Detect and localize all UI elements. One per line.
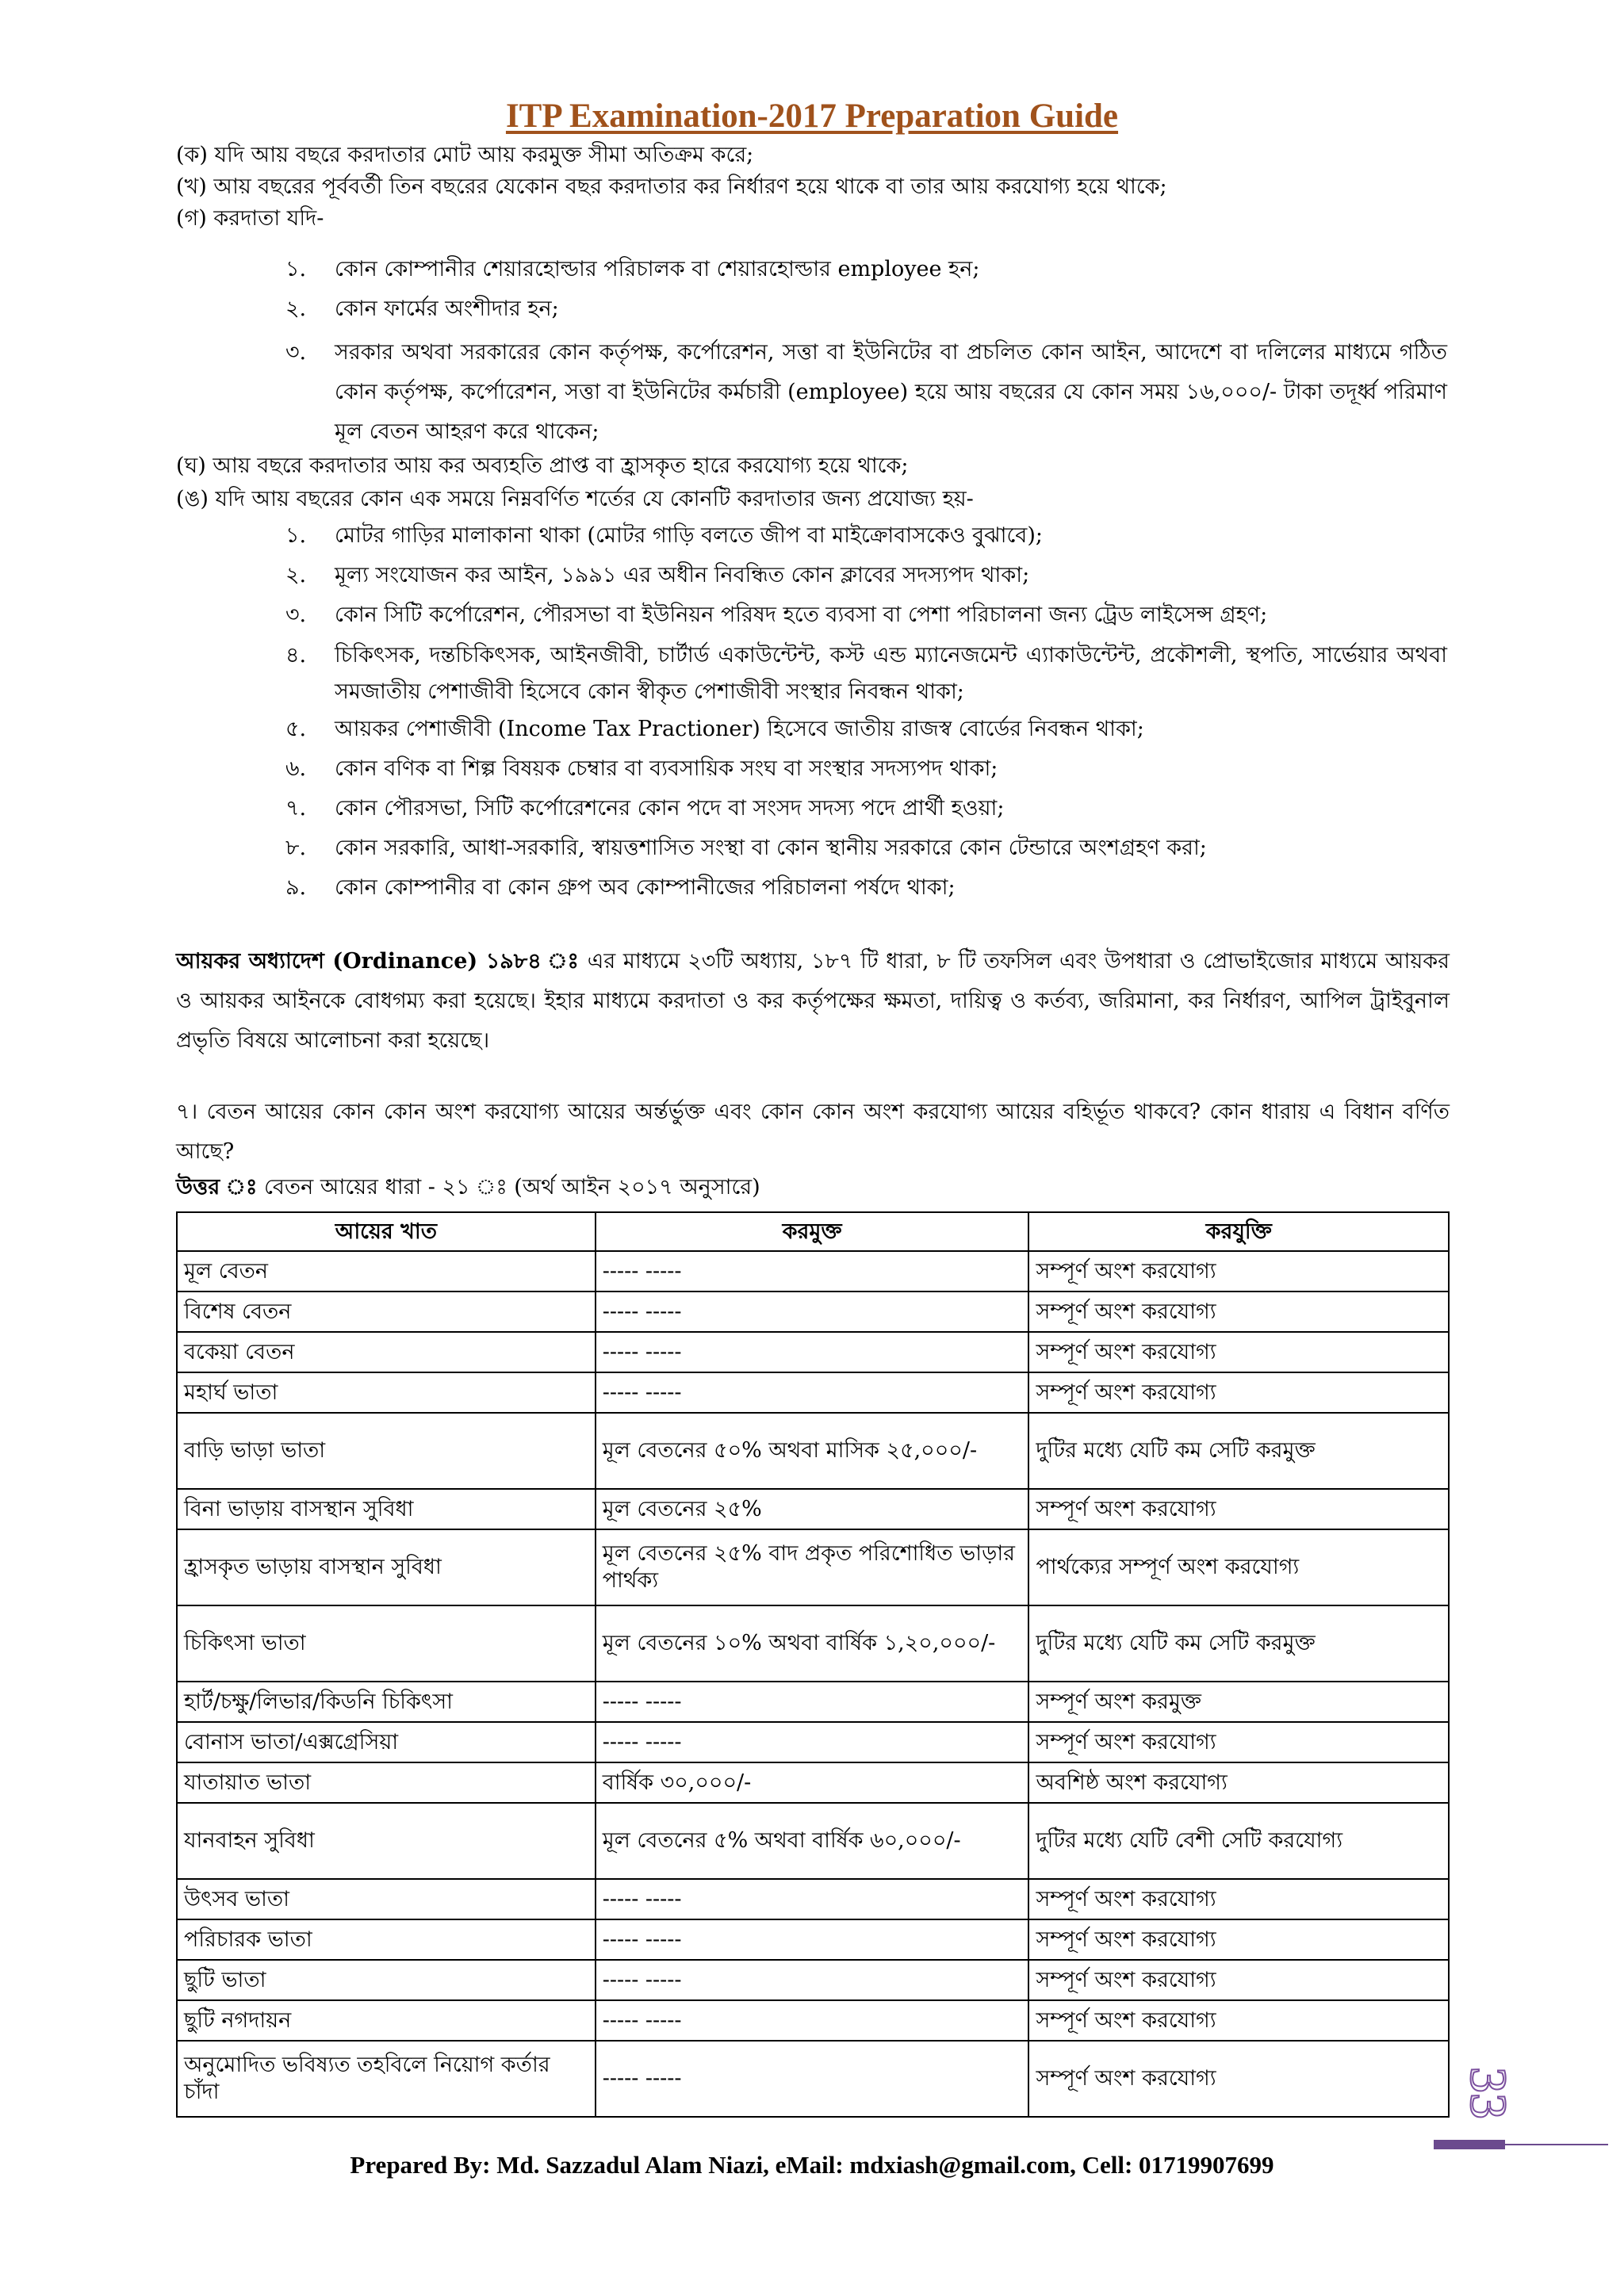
list-item-number: ২.	[285, 563, 307, 587]
table-row	[177, 2041, 1449, 2117]
table-cell: যানবাহন সুবিধা	[177, 1803, 596, 1879]
table-cell: যাতায়াত ভাতা	[177, 1762, 596, 1803]
header-taxable: করযুক্তি	[1028, 1212, 1449, 1251]
table-cell: ----- -----	[596, 1879, 1029, 1919]
table-cell: মূল বেতনের ৫% অথবা বার্ষিক ৬০,০০০/-	[596, 1803, 1029, 1879]
table-row	[177, 1251, 1449, 1292]
table-cell: ছুটি নগদায়ন	[177, 2000, 596, 2041]
table-row	[177, 1722, 1449, 1762]
table-cell: সম্পূর্ণ অংশ করযোগ্য	[1028, 1919, 1449, 1960]
table-cell: ----- -----	[596, 1722, 1029, 1762]
table-row	[177, 1489, 1449, 1529]
answer-line	[176, 1172, 760, 1203]
ordinance-paragraph	[176, 942, 1450, 1061]
footer-credits: Prepared By: Md. Sazzadul Alam Niazi, eMail: mdxiash@gmail.com, Cell: 01719907699	[350, 2151, 1274, 2179]
table-cell: বার্ষিক ৩০,০০০/-	[596, 1762, 1029, 1803]
table-header-row	[177, 1212, 1449, 1251]
table-cell: বাড়ি ভাড়া ভাতা	[177, 1413, 596, 1489]
table-row	[177, 1372, 1449, 1413]
table-row	[177, 1605, 1449, 1682]
table-cell: দুটির মধ্যে যেটি বেশী সেটি করযোগ্য	[1028, 1803, 1449, 1879]
list-item-text: কোন সিটি কর্পোরেশন, পৌরসভা বা ইউনিয়ন পরিষদ হতে ব্যবসা বা পেশা পরিচালনা জন্য ট্রেড লাইসেন্স গ্রহণ;	[335, 603, 1268, 627]
table-cell: মূল বেতনের ৫০% অথবা মাসিক ২৫,০০০/-	[596, 1413, 1029, 1489]
table-cell: ----- -----	[596, 1960, 1029, 2000]
table-cell: ----- -----	[596, 1372, 1029, 1413]
table-cell: ----- -----	[596, 1292, 1029, 1332]
list-item-text: কোন পৌরসভা, সিটি কর্পোরেশনের কোন পদে বা সংসদ সদস্য পদে প্রার্থী হওয়া;	[335, 796, 1005, 821]
table-row	[177, 1762, 1449, 1803]
list-item-text: কোন কোম্পানীর বা কোন গ্রুপ অব কোম্পানীজের পরিচালনা পর্ষদে থাকা;	[335, 875, 956, 900]
table-cell: ----- -----	[596, 1919, 1029, 1960]
table-cell: সম্পূর্ণ অংশ করযোগ্য	[1028, 1722, 1449, 1762]
table-cell: সম্পূর্ণ অংশ করযোগ্য	[1028, 1372, 1449, 1413]
table-cell: উৎসব ভাতা	[177, 1879, 596, 1919]
list-item-number: ৯.	[285, 875, 307, 900]
list-item-number: ১.	[285, 257, 307, 281]
table-cell: সম্পূর্ণ অংশ করযোগ্য	[1028, 1251, 1449, 1292]
table-cell: সম্পূর্ণ অংশ করযোগ্য	[1028, 1960, 1449, 2000]
table-row	[177, 1413, 1449, 1489]
table-cell: সম্পূর্ণ অংশ করযোগ্য	[1028, 1489, 1449, 1529]
table-cell: হ্রাসকৃত ভাড়ায় বাসস্থান সুবিধা	[177, 1529, 596, 1605]
table-cell: অবশিষ্ঠ অংশ করযোগ্য	[1028, 1762, 1449, 1803]
table-cell: দুটির মধ্যে যেটি কম সেটি করমুক্ত	[1028, 1605, 1449, 1682]
table-row	[177, 1292, 1449, 1332]
table-cell: পরিচারক ভাতা	[177, 1919, 596, 1960]
table-cell: মূল বেতন	[177, 1251, 596, 1292]
list-item-text: সরকার অথবা সরকারের কোন কর্তৃপক্ষ, কর্পোরেশন, সত্তা বা ইউনিটের বা প্রচলিত কোন আইন, আদেশে বা দলিলের মাধ্যমে গঠিত কোন কর্তৃপক্ষ, কর্পোরেশন, সত্তা বা ইউনিটের কর্মচারী (employee) হয়ে আয় বছরের যে কোন সময় ১৬,০০০/- টাকা তদূর্ধ্ব পরিমাণ মূল বেতন আহরণ করে থাকেন;	[335, 340, 1447, 444]
list-item-text: কোন ফার্মের অংশীদার হন;	[335, 297, 559, 321]
table-cell: বিনা ভাড়ায় বাসস্থান সুবিধা	[177, 1489, 596, 1529]
page-number-accent-bar	[1434, 2140, 1505, 2149]
table-cell: বিশেষ বেতন	[177, 1292, 596, 1332]
condition-kha: (খ) আয় বছরের পূর্ববর্তী তিন বছরের যেকোন বছর করদাতার কর নির্ধারণ হয়ে থাকে বা তার আয় করযোগ্য হয়ে থাকে;	[176, 174, 1167, 199]
table-row	[177, 1879, 1449, 1919]
header-income-head: আয়ের খাত	[177, 1212, 596, 1251]
table-cell: ----- -----	[596, 2041, 1029, 2117]
list-item-number: ৪.	[285, 643, 307, 668]
list-item-number: ১.	[285, 523, 307, 548]
list-item-text: কোন বণিক বা শিল্প বিষয়ক চেম্বার বা ব্যবসায়িক সংঘ বা সংস্থার সদস্যপদ থাকা;	[335, 756, 998, 781]
answer-label: উত্তর ঃ	[176, 1175, 258, 1200]
list-item-number: ৭.	[285, 796, 307, 821]
list-item-text: মূল্য সংযোজন কর আইন, ১৯৯১ এর অধীন নিবন্ধিত কোন ক্লাবের সদস্যপদ থাকা;	[335, 563, 1030, 587]
page-title: ITP Examination-2017 Preparation Guide	[505, 98, 1119, 135]
table-cell: বোনাস ভাতা/এক্সগ্রেসিয়া	[177, 1722, 596, 1762]
table-cell: দুটির মধ্যে যেটি কম সেটি করমুক্ত	[1028, 1413, 1449, 1489]
list-item-number: ৫.	[285, 717, 307, 741]
table-cell: সম্পূর্ণ অংশ করযোগ্য	[1028, 1332, 1449, 1372]
table-cell: বকেয়া বেতন	[177, 1332, 596, 1372]
table-row	[177, 1960, 1449, 2000]
list-item-text: কোন সরকারি, আধা-সরকারি, স্বায়ত্তশাসিত সংস্থা বা কোন স্থানীয় সরকারে কোন টেন্ডারে অংশগ্রহণ করা;	[335, 836, 1207, 860]
list-item-number: ২.	[285, 297, 307, 321]
table-cell: হার্ট/চক্ষু/লিভার/কিডনি চিকিৎসা	[177, 1682, 596, 1722]
condition-gha: (ঘ) আয় বছরে করদাতার আয় কর অব্যহতি প্রাপ্ত বা হ্রাসকৃত হারে করযোগ্য হয়ে থাকে;	[176, 453, 909, 478]
list-item-text: কোন কোম্পানীর শেয়ারহোল্ডার পরিচালক বা শেয়ারহোল্ডার employee হন;	[335, 257, 980, 281]
table-cell: মূল বেতনের ২৫% বাদ প্রকৃত পরিশোধিত ভাড়ার পার্থক্য	[596, 1529, 1029, 1605]
table-cell: সম্পূর্ণ অংশ করযোগ্য	[1028, 2041, 1449, 2117]
list-item-text: আয়কর পেশাজীবী (Income Tax Practioner) হিসেবে জাতীয় রাজস্ব বোর্ডের নিবন্ধন থাকা;	[335, 717, 1144, 741]
ordinance-heading: আয়কর অধ্যাদেশ (Ordinance) ১৯৮৪ ঃ	[176, 949, 580, 974]
condition-ga: (গ) করদাতা যদি-	[176, 206, 324, 231]
list-item-text: মোটর গাড়ির মালাকানা থাকা (মোটর গাড়ি বলতে জীপ বা মাইক্রোবাসকেও বুঝাবে);	[335, 523, 1043, 548]
condition-uma: (ঙ) যদি আয় বছরের কোন এক সময়ে নিম্নবর্ণিত শর্তের যে কোনটি করদাতার জন্য প্রযোজ্য হয়-	[176, 487, 974, 511]
table-cell: মূল বেতনের ১০% অথবা বার্ষিক ১,২০,০০০/-	[596, 1605, 1029, 1682]
table-cell: সম্পূর্ণ অংশ করমুক্ত	[1028, 1682, 1449, 1722]
ordinance-text: এর মাধ্যমে ২৩টি অধ্যায়, ১৮৭ টি ধারা, ৮ টি তফসিল এবং উপধারা ও প্রোভাইজোর মাধ্যমে আয়কর ও আয়কর আইনকে বোধগম্য করা হয়েছে। ইহার মাধ্যমে করদাতা ও কর কর্তৃপক্ষের ক্ষমতা, দায়িত্ব ও কর্তব্য, জরিমানা, কর নির্ধারণ, আপিল ট্রাইবুনাল প্রভৃতি বিষয়ে আলোচনা করা হয়েছে।	[176, 949, 1450, 1053]
condition-ka: (ক) যদি আয় বছরে করদাতার মোট আয় করমুক্ত সীমা অতিক্রম করে;	[176, 143, 754, 167]
list-item-number: ৩.	[285, 603, 307, 627]
table-cell: অনুমোদিত ভবিষ্যত তহবিলে নিয়োগ কর্তার চাঁদা	[177, 2041, 596, 2117]
table-row	[177, 1332, 1449, 1372]
table-cell: ----- -----	[596, 1682, 1029, 1722]
table-row	[177, 1803, 1449, 1879]
table-cell: ----- -----	[596, 1332, 1029, 1372]
table-row	[177, 1919, 1449, 1960]
table-cell: চিকিৎসা ভাতা	[177, 1605, 596, 1682]
list-item-text: চিকিৎসক, দন্তচিকিৎসক, আইনজীবী, চার্টার্ড একাউন্টেন্ট, কস্ট এন্ড ম্যানেজমেন্ট এ্যাকাউন্টেন্ট, প্রকৌশলী, স্থপতি, সার্ভেয়ার অথবা সমজাতীয় পেশাজীবী হিসেবে কোন স্বীকৃত পেশাজীবী সংস্থার নিবন্ধন থাকা;	[335, 643, 1447, 704]
table-cell: মূল বেতনের ২৫%	[596, 1489, 1029, 1529]
table-cell: পার্থক্যের সম্পূর্ণ অংশ করযোগ্য	[1028, 1529, 1449, 1605]
salary-tax-table	[176, 1211, 1450, 2118]
question-text: ৭। বেতন আয়ের কোন কোন অংশ করযোগ্য আয়ের অর্ন্তর্ভুক্ত এবং কোন কোন অংশ করযোগ্য আয়ের বহির্ভূত থাকবে? কোন ধারায় এ বিধান বর্ণিত আছে?	[176, 1100, 1450, 1164]
header-tax-exempt: করমুক্ত	[596, 1212, 1029, 1251]
answer-text: বেতন আয়ের ধারা - ২১ ঃ (অর্থ আইন ২০১৭ অনুসারে)	[257, 1175, 760, 1200]
list-item-number: ৮.	[285, 836, 307, 860]
table-cell: মহার্ঘ ভাতা	[177, 1372, 596, 1413]
list-item-number: ৩.	[285, 340, 307, 365]
table-cell: ----- -----	[596, 1251, 1029, 1292]
table-cell: ----- -----	[596, 2000, 1029, 2041]
table-cell: সম্পূর্ণ অংশ করযোগ্য	[1028, 2000, 1449, 2041]
table-row	[177, 1682, 1449, 1722]
table-cell: ছুটি ভাতা	[177, 1960, 596, 2000]
table-cell: সম্পূর্ণ অংশ করযোগ্য	[1028, 1879, 1449, 1919]
list-item-number: ৬.	[285, 756, 307, 781]
page-number-accent-line	[1505, 2144, 1608, 2145]
table-row	[177, 1529, 1449, 1605]
table-row	[177, 2000, 1449, 2041]
table-cell: সম্পূর্ণ অংশ করযোগ্য	[1028, 1292, 1449, 1332]
page-number: 33	[1459, 2067, 1517, 2119]
